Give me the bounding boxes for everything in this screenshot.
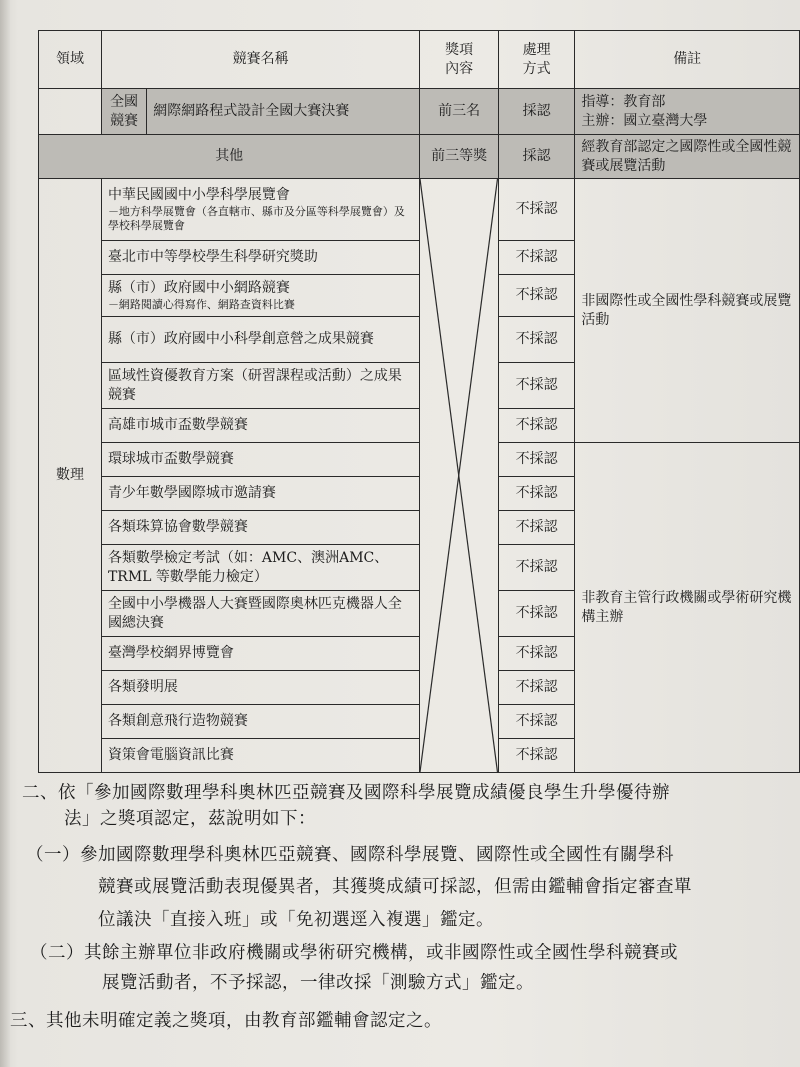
- other-row: [39, 135, 800, 179]
- competition-name: [101, 511, 419, 545]
- competition-title: 高雄市城市盃數學競賽: [107, 417, 248, 434]
- national-competition-row: [39, 89, 800, 135]
- competition-name: [101, 241, 419, 275]
- competition-title: 各類發明展: [107, 679, 178, 696]
- header-award: 獎項 內容: [420, 31, 498, 89]
- item-1-line2: 競賽或展覽活動表現優異者，其獲獎成績可採認，但需由鑑輔會指定審查單: [98, 877, 692, 898]
- item-1-line3: 位議決「直接入班」或「免初選逕入複選」鑑定。: [98, 909, 494, 930]
- competition-name: [101, 637, 419, 671]
- award-empty-crossed: [420, 179, 498, 773]
- competition-subtitle: －地方科學展覽會（各直轄市、縣市及分區等科學展覽會）及學校科學展覽會: [107, 204, 405, 232]
- handling-not-recognized: 不採認: [498, 275, 575, 317]
- competition-title: 中華民國國中小學科學展覽會: [107, 186, 290, 203]
- competition-title: 青少年數學國際城市邀請賽: [107, 485, 276, 502]
- other-handling: 採認: [498, 135, 575, 179]
- competition-name: [101, 179, 419, 241]
- national-competition-name: 網際網路程式設計全國大賽決賽: [147, 89, 420, 135]
- handling-not-recognized: 不採認: [498, 739, 575, 773]
- competition-title: 各類創意飛行造物競賽: [107, 713, 248, 730]
- item-1: [26, 842, 782, 933]
- non-recognized-rows: [39, 179, 800, 773]
- section-2-line1: 二、依「參加國際數理學科奧林匹亞競賽及國際科學展覽成績優良學生升學優待辦: [22, 783, 670, 803]
- competition-name: [101, 591, 419, 637]
- competition-table: [38, 30, 800, 773]
- handling-not-recognized: 不採認: [498, 241, 575, 275]
- other-note: 經教育部認定之國際性或全國性競賽或展覽活動: [575, 135, 800, 179]
- competition-title: 環球城市盃數學競賽: [107, 451, 234, 468]
- item-2-line1: （二）其餘主辦單位非政府機關或學術研究機構，或非國際性或全國性學科競賽或: [30, 943, 678, 963]
- competition-title: 縣（市）政府國中小科學創意營之成果競賽: [107, 331, 374, 348]
- competition-title: 各類珠算協會數學競賽: [107, 519, 248, 536]
- competition-title: 全國中小學機器人大賽暨國際奧林匹克機器人全國總決賽: [107, 595, 402, 631]
- competition-name: [101, 275, 419, 317]
- national-category: 全國 競賽: [101, 89, 146, 135]
- header-handling: 處理 方式: [498, 31, 575, 89]
- note-group-2: 非教育主管行政機關或學術研究機構主辦: [575, 443, 800, 773]
- competition-name: [101, 739, 419, 773]
- header-competition-name: 競賽名稱: [101, 31, 419, 89]
- competition-subtitle: －網路閱讀心得寫作、網路查資料比賽: [107, 297, 295, 311]
- item-2: [30, 940, 782, 997]
- diagonal-strike: [420, 179, 497, 772]
- national-note-line1: 指導：教育部: [581, 93, 666, 110]
- competition-title: 臺北市中等學校學生科學研究獎助: [107, 249, 318, 266]
- competition-title: 縣（市）政府國中小網路競賽: [107, 279, 290, 296]
- empty-field-cell: [39, 89, 102, 135]
- competition-name: [101, 671, 419, 705]
- national-award: 前三名: [420, 89, 498, 135]
- handling-not-recognized: 不採認: [498, 317, 575, 363]
- section-2: [22, 780, 782, 833]
- table-header-row: [39, 31, 800, 89]
- handling-not-recognized: 不採認: [498, 363, 575, 409]
- competition-name: [101, 545, 419, 591]
- competition-name: [101, 443, 419, 477]
- handling-not-recognized: 不採認: [498, 443, 575, 477]
- national-note: [575, 89, 800, 135]
- handling-not-recognized: 不採認: [498, 637, 575, 671]
- competition-title: 區域性資優教育方案（研習課程或活動）之成果競賽: [107, 367, 402, 403]
- handling-not-recognized: 不採認: [498, 179, 575, 241]
- page-binding-shadow: [0, 0, 10, 1067]
- handling-not-recognized: 不採認: [498, 409, 575, 443]
- note-group-1: 非國際性或全國性學科競賽或展覽活動: [575, 179, 800, 443]
- header-note: 備註: [575, 31, 800, 89]
- handling-not-recognized: 不採認: [498, 545, 575, 591]
- competition-title: 資策會電腦資訊比賽: [107, 747, 234, 764]
- item-1-line1: （一）參加國際數理學科奧林匹亞競賽、國際科學展覽、國際性或全國性有關學科: [26, 845, 674, 865]
- header-field: 領域: [39, 31, 102, 89]
- competition-name: [101, 317, 419, 363]
- competition-name: [101, 705, 419, 739]
- competition-title: 各類數學檢定考試（如：AMC、澳洲AMC、TRML 等數學能力檢定）: [107, 549, 389, 585]
- competition-name: [101, 409, 419, 443]
- handling-not-recognized: 不採認: [498, 671, 575, 705]
- handling-not-recognized: 不採認: [498, 705, 575, 739]
- national-handling: 採認: [498, 89, 575, 135]
- handling-not-recognized: 不採認: [498, 477, 575, 511]
- competition-title: 臺灣學校網界博覽會: [107, 645, 234, 662]
- handling-not-recognized: 不採認: [498, 591, 575, 637]
- section-2-line2: 法」之獎項認定，茲說明如下：: [64, 809, 316, 830]
- other-name: 其他: [39, 135, 420, 179]
- competition-name: [101, 477, 419, 511]
- field-label: 數理: [39, 179, 102, 773]
- national-note-line2: 主辦：國立臺灣大學: [581, 112, 708, 129]
- handling-not-recognized: 不採認: [498, 511, 575, 545]
- section-3: 三、其他未明確定義之獎項，由教育部鑑輔會認定之。: [10, 1011, 442, 1031]
- table-row: [39, 179, 800, 241]
- other-award: 前三等獎: [420, 135, 498, 179]
- competition-name: [101, 363, 419, 409]
- item-2-line2: 展覽活動者，不予採認，一律改採「測驗方式」鑑定。: [102, 973, 534, 994]
